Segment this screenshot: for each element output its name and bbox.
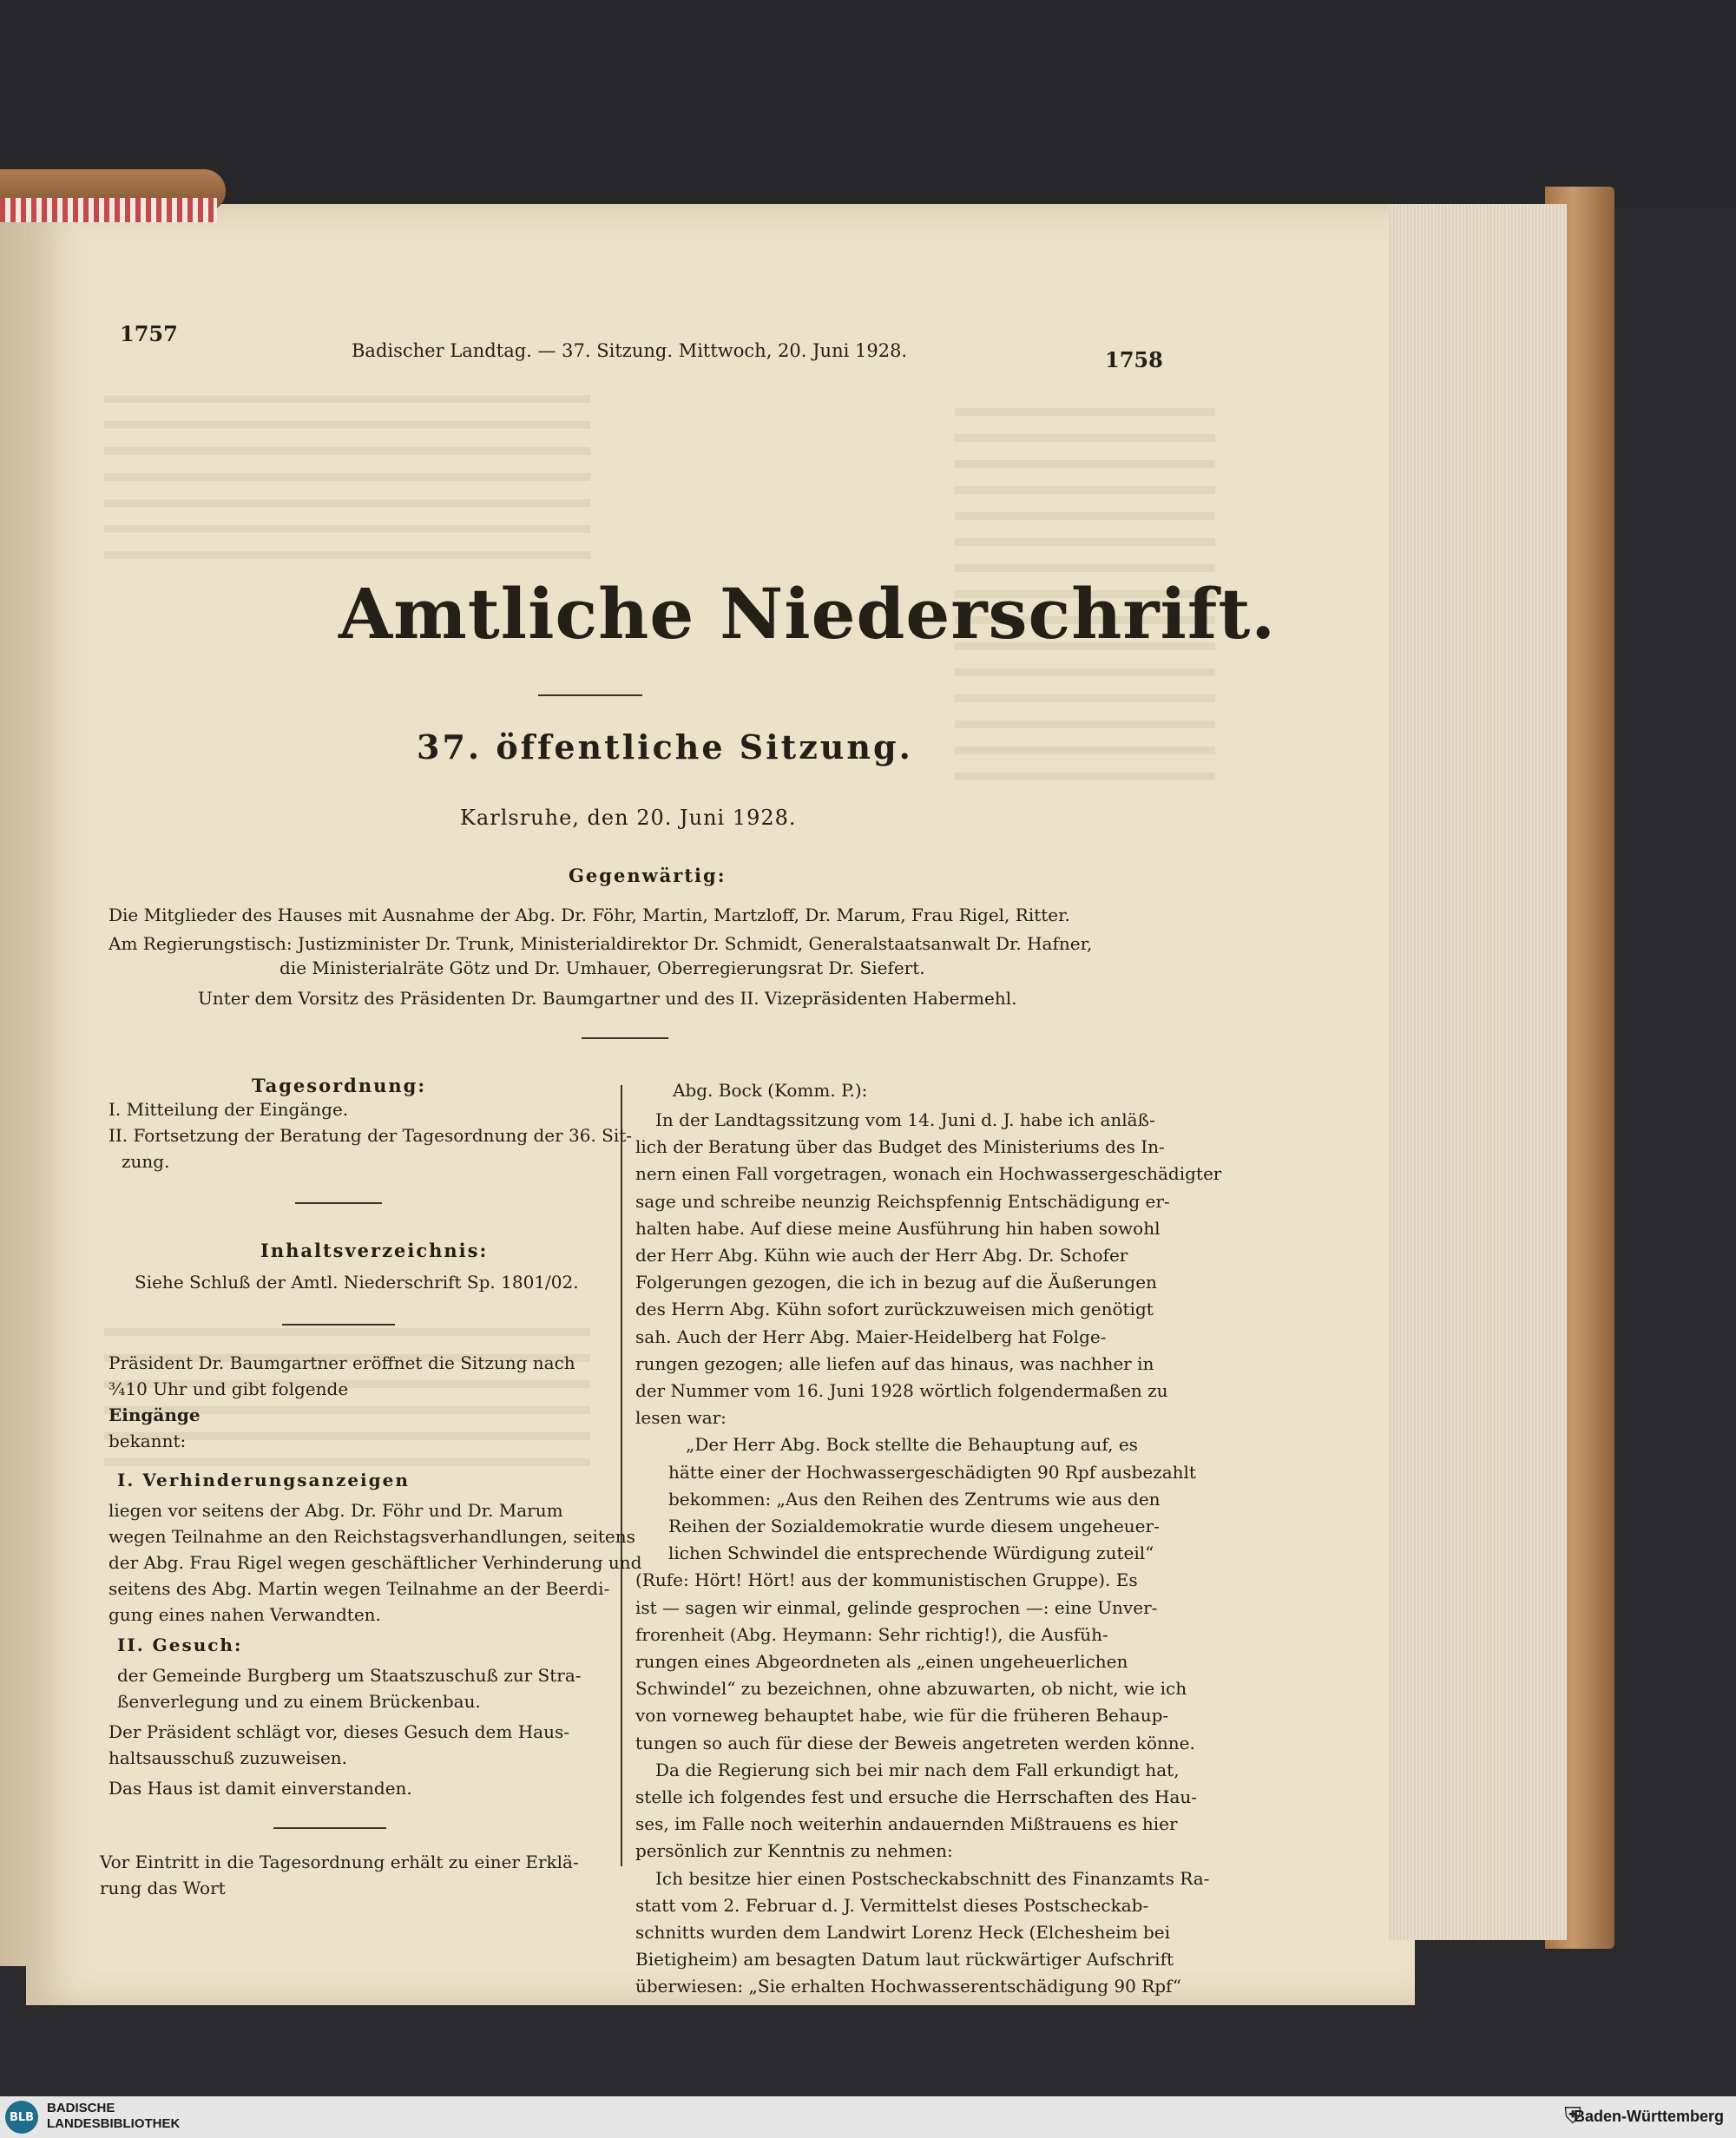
speech-line: lichen Schwindel die entsprechende Würdigung zuteil“ — [668, 1543, 1154, 1564]
speech-line: sah. Auch der Herr Abg. Maier-Heidelberg hat Folge- — [635, 1326, 1107, 1347]
speech-line: statt vom 2. Februar d. J. Vermittelst dieses Postscheckab- — [635, 1894, 1149, 1916]
speech-line: persönlich zur Kenntnis zu nehmen: — [635, 1840, 953, 1862]
title-rule — [538, 694, 642, 696]
speech-line: „Der Herr Abg. Bock stellte die Behauptung auf, es — [686, 1434, 1138, 1456]
opening-line-1: Präsident Dr. Baumgartner eröffnet die Sitzung nach — [108, 1352, 575, 1373]
speech-line: nern einen Fall vorgetragen, wonach ein Hochwassergeschädigter — [635, 1163, 1222, 1185]
speech-line: schnitts wurden dem Landwirt Lorenz Heck (Elchesheim bei — [635, 1922, 1170, 1943]
section1-line-2: wegen Teilnahme an den Reichstagsverhandlungen, seitens — [108, 1526, 635, 1547]
section1-line-1: liegen vor seitens der Abg. Dr. Föhr und Dr. Marum — [108, 1500, 563, 1521]
speech-line: frorenheit (Abg. Heymann: Sehr richtig!), die Ausfüh- — [635, 1623, 1108, 1645]
speech-line: (Rufe: Hört! Hört! aus der kommunistischen Gruppe). Es — [635, 1569, 1138, 1591]
present-line-4: Unter dem Vorsitz des Präsidenten Dr. Baumgartner und des II. Vizepräsidenten Habermehl. — [198, 988, 1017, 1009]
section1-line-5: gung eines nahen Verwandten. — [108, 1604, 381, 1625]
section1-heading: I. Verhinderungsanzeigen — [117, 1470, 410, 1490]
present-line-1: Die Mitglieder des Hauses mit Ausnahme der Abg. Dr. Föhr, Martin, Martzloff, Dr. Marum, Frau Rigel, Ritter. — [108, 905, 1070, 925]
speech-line: der Nummer vom 16. Juni 1928 wörtlich folgendermaßen zu — [635, 1380, 1168, 1401]
state-name: Baden-Württemberg — [1573, 2108, 1724, 2125]
consent-text: Das Haus ist damit einverstanden. — [108, 1778, 412, 1799]
agenda-heading: Tagesordnung: — [252, 1075, 427, 1096]
speech-line: lich der Beratung über das Budget des Ministeriums des In- — [635, 1136, 1165, 1158]
final-line-1: Vor Eintritt in die Tagesordnung erhält zu einer Erklä- — [100, 1852, 579, 1872]
section1-line-4: seitens des Abg. Martin wegen Teilnahme an der Beerdi- — [108, 1578, 610, 1599]
speech-line: ist — sagen wir einmal, gelinde gesprochen —: eine Unver- — [635, 1596, 1158, 1618]
president-line-2: haltsausschuß zuzuweisen. — [108, 1747, 348, 1768]
speech-line: Ich besitze hier einen Postscheckabschnitt des Finanzamts Ra- — [655, 1867, 1210, 1889]
bookmark-ribbon — [0, 198, 217, 222]
blb-logo: BLB — [5, 2101, 38, 2134]
agenda-item-2-cont: zung. — [122, 1151, 170, 1172]
present-line-2: Am Regierungstisch: Justizminister Dr. Trunk, Ministerialdirektor Dr. Schmidt, Generalstaatsanwalt Dr. Hafner, — [108, 933, 1093, 954]
present-rule — [582, 1037, 668, 1039]
state-crest-icon: ⛨ — [1564, 2103, 1581, 2129]
speech-line: sage und schreibe neunzig Reichspfennig Entschädigung er- — [635, 1190, 1170, 1212]
present-line-3: die Ministerialräte Götz und Dr. Umhauer, Oberregierungsrat Dr. Siefert. — [279, 957, 925, 978]
library-name — [47, 2101, 180, 2132]
speech-line: hätte einer der Hochwassergeschädigten 90 Rpf ausbezahlt — [668, 1461, 1196, 1483]
place-date: Karlsruhe, den 20. Juni 1928. — [460, 806, 797, 830]
agenda-item-2: II. Fortsetzung der Beratung der Tagesordnung der 36. Sit- — [108, 1125, 633, 1146]
speech-line: In der Landtagssitzung vom 14. Juni d. J. habe ich anläß- — [655, 1109, 1155, 1130]
speech-line: rungen gezogen; alle liefen auf das hinaus, was nachher in — [635, 1352, 1154, 1374]
contents-text: Siehe Schluß der Amtl. Niederschrift Sp. 1801/02. — [135, 1272, 579, 1293]
speech-line: Reihen der Sozialdemokratie wurde diesem ungeheuer- — [668, 1516, 1160, 1536]
eingaenge-heading: Eingänge — [108, 1405, 201, 1425]
library-name-line-1: BADISCHE — [47, 2101, 115, 2115]
speech-line: überwiesen: „Sie erhalten Hochwasserentschädigung 90 Rpf“ — [635, 1976, 1182, 1997]
present-heading: Gegenwärtig: — [569, 865, 727, 886]
section2-heading: II. Gesuch: — [117, 1635, 243, 1655]
speech-line: von vorneweg behauptet habe, wie für die früheren Behaup- — [635, 1705, 1169, 1727]
speech-line: bekommen: „Aus den Reihen des Zentrums wie aus den — [668, 1488, 1161, 1510]
session-title: 37. öffentliche Sitzung. — [417, 727, 913, 766]
agenda-item-1: I. Mitteilung der Eingänge. — [108, 1099, 349, 1120]
president-line-1: Der Präsident schlägt vor, dieses Gesuch dem Haus- — [108, 1721, 569, 1742]
bekannt-text: bekannt: — [108, 1431, 187, 1451]
section2-line-1: der Gemeinde Burgberg um Staatszuschuß zur Stra- — [117, 1665, 582, 1686]
page-number-right: 1758 — [1105, 347, 1163, 372]
library-name-line-2: LANDESBIBLIOTHEK — [47, 2116, 181, 2131]
speech-line: des Herrn Abg. Kühn sofort zurückzuweisen mich genötigt — [635, 1299, 1154, 1320]
speech-line: lesen war: — [635, 1407, 727, 1429]
speech-line: Da die Regierung sich bei mir nach dem Fall erkundigt hat, — [655, 1759, 1180, 1780]
running-title: Badischer Landtag. — 37. Sitzung. Mittwoch, 20. Juni 1928. — [352, 340, 908, 361]
speech-line: Folgerungen gezogen, die ich in bezug auf die Äußerungen — [635, 1272, 1157, 1293]
speech-line: rungen eines Abgeordneten als „einen ungeheuerlichen — [635, 1651, 1128, 1672]
page-edges — [1389, 204, 1567, 1940]
speech-line: halten habe. Auf diese meine Ausführung hin haben sowohl — [635, 1217, 1161, 1239]
background-top — [0, 0, 1736, 208]
contents-rule — [282, 1324, 395, 1326]
page-number-left: 1757 — [120, 321, 178, 346]
speech-line: der Herr Abg. Kühn wie auch der Herr Abg. Dr. Schofer — [635, 1245, 1128, 1266]
speech-line: stelle ich folgendes fest und ersuche die Herrschaften des Hau- — [635, 1786, 1198, 1807]
column-divider — [621, 1085, 622, 1866]
footer-bar — [0, 2096, 1736, 2138]
speech-line: ses, im Falle noch weiterhin andauernden Mißtrauens es hier — [635, 1813, 1178, 1835]
final-line-2: rung das Wort — [100, 1878, 226, 1898]
section1-line-3: der Abg. Frau Rigel wegen geschäftlicher Verhinderung und — [108, 1552, 642, 1573]
speech-line: Schwindel“ zu bezeichnen, ohne abzuwarten, ob nicht, wie ich — [635, 1678, 1187, 1700]
contents-heading: Inhaltsverzeichnis: — [260, 1240, 489, 1261]
section2-line-2: ßenverlegung und zu einem Brückenbau. — [117, 1691, 481, 1712]
speech-line: Bietigheim) am besagten Datum laut rückwärtiger Aufschrift — [635, 1949, 1174, 1970]
document-title: Amtliche Niederschrift. — [339, 573, 1277, 655]
final-rule — [273, 1827, 386, 1829]
speaker-label: Abg. Bock (Komm. P.): — [673, 1080, 868, 1101]
speech-line: tungen so auch für diese der Beweis angetreten werden könne. — [635, 1732, 1195, 1753]
opening-line-2: ¾10 Uhr und gibt folgende — [108, 1378, 349, 1399]
agenda-rule — [295, 1202, 382, 1204]
